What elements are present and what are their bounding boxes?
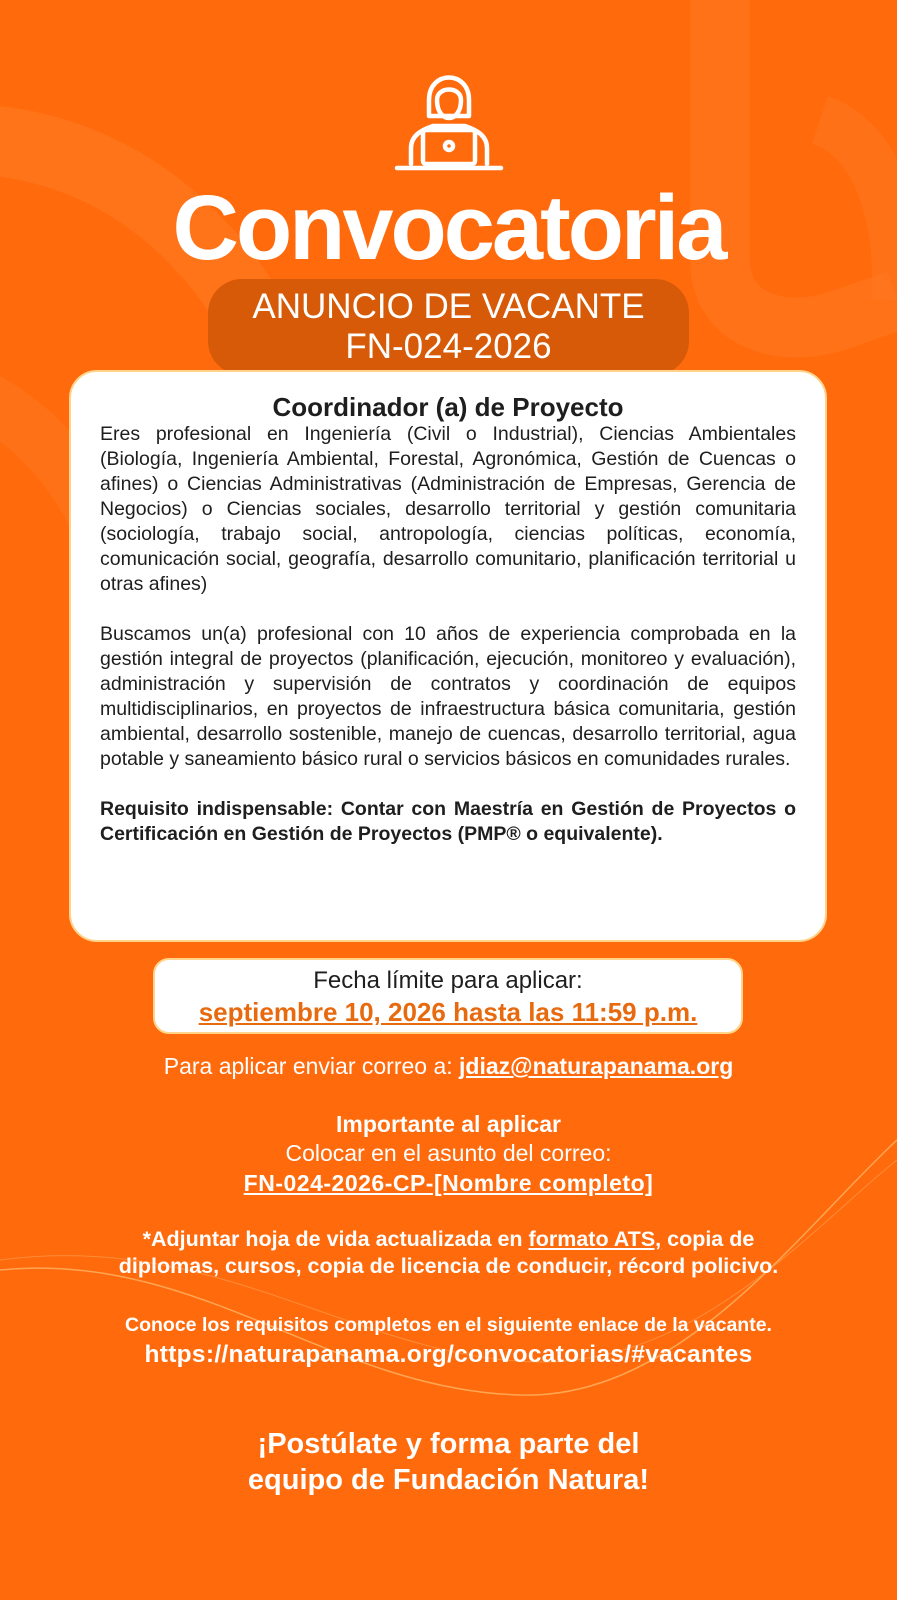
experience-paragraph: Buscamos un(a) profesional con 10 años de experiencia comprobada en la gestión integral de proyectos (planificación, ejecución, monitoreo y evaluación), administración y supervisión de contratos y coordinación de equipos multidisciplinarios, en proyectos de infraestructura básica comunitaria, gestión ambiental, desarrollo sostenible, manejo de cuencas, desarrollo territorial, agua potable y saneamiento básico rural o servicios básicos en comunidades rurales. <box>100 623 796 770</box>
attachments-text-2: copia de <box>661 1227 755 1251</box>
position-card <box>69 370 827 942</box>
attachments-line-2: diplomas, cursos, copia de licencia de conducir, récord policivo. <box>118 1254 779 1278</box>
cta-line-2: equipo de Fundación Natura! <box>247 1464 650 1496</box>
subject-instruction: Colocar en el asunto del correo: <box>285 1140 612 1166</box>
position-title: Coordinador (a) de Proyecto <box>272 392 624 422</box>
person-laptop-icon <box>393 60 505 176</box>
apply-instruction <box>0 1050 897 1082</box>
cta-line-1: ¡Postúlate y forma parte del <box>257 1428 640 1460</box>
deadline-date: septiembre 10, 2026 hasta las 11:59 p.m. <box>198 997 698 1027</box>
apply-email-link[interactable]: jdiaz@naturapanama.org <box>459 1053 734 1079</box>
subject-format: FN-024-2026-CP-[Nombre completo] <box>243 1170 654 1196</box>
ats-format-link[interactable]: formato ATS, <box>528 1227 662 1251</box>
attachments-text-1: *Adjuntar hoja de vida actualizada en <box>142 1227 529 1251</box>
deadline-box <box>153 958 743 1034</box>
vacancy-notice-label: ANUNCIO DE VACANTE <box>252 287 645 326</box>
vacancies-url-link[interactable]: https://naturapanama.org/convocatorias/#vacantes <box>144 1341 753 1368</box>
attachments-line-1 <box>0 1226 897 1253</box>
page-title: Convocatoria <box>172 177 725 279</box>
apply-text: Para aplicar enviar correo a: <box>163 1053 460 1079</box>
vacancy-code: FN-024-2026 <box>345 327 552 366</box>
call-to-action <box>0 1426 897 1498</box>
vacancy-notice-badge <box>208 279 689 375</box>
deadline-label: Fecha límite para aplicar: <box>313 967 583 994</box>
important-heading: Importante al aplicar <box>336 1111 561 1137</box>
attachments-instruction <box>0 1226 897 1280</box>
profile-paragraph: Eres profesional en Ingeniería (Civil o Industrial), Ciencias Ambientales (Biología, Ingeniería Ambiental, Forestal, Agronómica, Gestión de Cuencas o afines) o Ciencias Administrativas (Administración de Empresas, Gerencia de Negocios) o Ciencias sociales, desarrollo territorial y gestión comunitaria (sociología, trabajo social, antropología, ciencias políticas, economía, comunicación social, geografía, desarrollo comunitario, planificación territorial u otras afines) <box>100 423 796 595</box>
more-info-text: Conoce los requisitos completos en el siguiente enlace de la vacante. <box>125 1314 772 1336</box>
requirement-paragraph: Requisito indispensable: Contar con Maestría en Gestión de Proyectos o Certificación en Gestión de Proyectos (PMP® o equivalente). <box>100 798 796 845</box>
